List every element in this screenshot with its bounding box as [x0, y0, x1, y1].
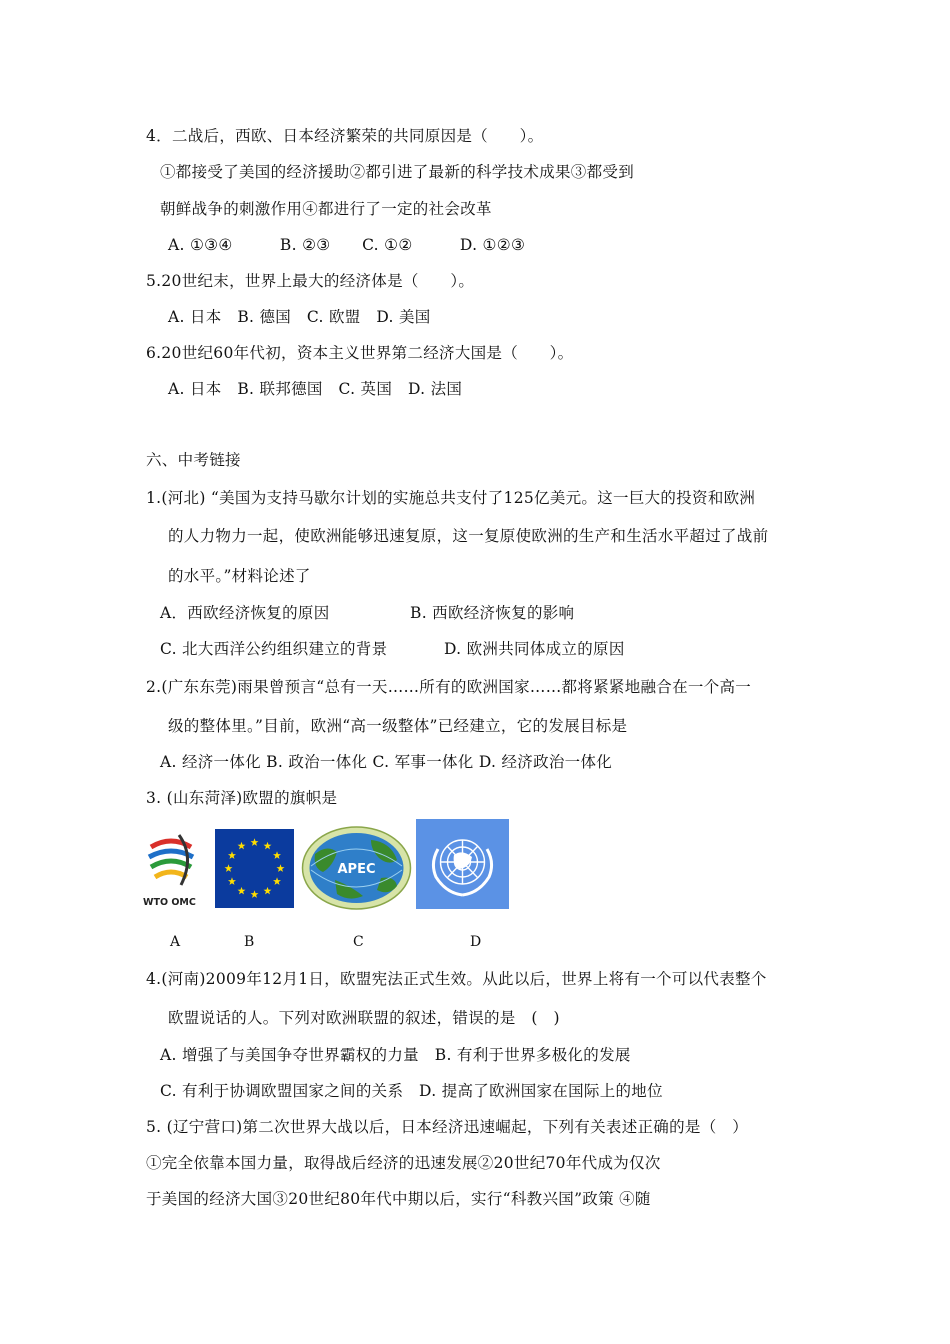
q6-stem: 6.20世纪60年代初，资本主义世界第二经济大国是（ ）。 [146, 344, 574, 362]
apec-logo-text: APEC [337, 862, 376, 877]
eu-star-icon [228, 877, 236, 885]
s6-q1-option-d: D. 欧洲共同体成立的原因 [444, 640, 625, 658]
option-label-c: C [353, 934, 364, 950]
section-heading: 六、中考链接 [146, 451, 241, 469]
q4-stem: 4．二战后，西欧、日本经济繁荣的共同原因是（ ）。 [146, 127, 544, 145]
eu-star-icon [273, 877, 281, 885]
eu-star-icon [264, 887, 272, 895]
eu-star-icon [251, 890, 259, 898]
eu-stars-icon [215, 829, 294, 908]
q5-stem: 5.20世纪末，世界上最大的经济体是（ ）。 [146, 272, 475, 290]
eu-star-icon [225, 864, 233, 872]
s6-q4-line2: 欧盟说话的人。下列对欧洲联盟的叙述，错误的是 ( ) [168, 1009, 560, 1027]
option-label-a: A [170, 934, 181, 950]
s6-q5-line2: ①完全依靠本国力量，取得战后经济的迅速发展②20世纪70年代成为仅次 [146, 1154, 661, 1172]
s6-q3-stem: 3. (山东菏泽)欧盟的旗帜是 [146, 789, 338, 807]
un-emblem-icon [416, 819, 509, 909]
s6-q4-line1: 4.(河南)2009年12月1日，欧盟宪法正式生效。从此以后，世界上将有一个可以代表整个 [146, 970, 767, 988]
q6-options: A. 日本 B. 联邦德国 C. 英国 D. 法国 [168, 380, 463, 398]
q5-options: A. 日本 B. 德国 C. 欧盟 D. 美国 [168, 308, 431, 326]
s6-q1-line1: 1.(河北) “美国为支持马歇尔计划的实施总共支付了125亿美元。这一巨大的投资和欧洲 [146, 489, 756, 507]
eu-star-icon [251, 838, 259, 846]
eu-star-icon [277, 864, 285, 872]
eu-star-icon [264, 842, 272, 850]
s6-q1-line3: 的水平。”材料论述了 [168, 567, 311, 585]
apec-globe-icon [301, 826, 412, 910]
un-flag [416, 819, 509, 909]
s6-q1-option-b: B. 西欧经济恢复的影响 [410, 604, 575, 622]
s6-q2-line1: 2.(广东东莞)雨果曾预言“总有一天……所有的欧洲国家……都将紧紧地融合在一个高一 [146, 678, 752, 696]
wto-logo-icon [141, 827, 209, 909]
s6-q2-options: A. 经济一体化 B. 政治一体化 C. 军事一体化 D. 经济政治一体化 [160, 753, 613, 771]
q4-options: A. ①③④ B. ②③ C. ①② D. ①②③ [168, 236, 526, 254]
wto-logo-text: WTO OMC [143, 897, 196, 908]
s6-q5-line1: 5. (辽宁营口)第二次世界大战以后，日本经济迅速崛起，下列有关表述正确的是（ ） [146, 1118, 749, 1136]
s6-q1-option-c: C. 北大西洋公约组织建立的背景 [160, 640, 388, 658]
option-label-d: D [470, 934, 482, 950]
s6-q1-option-a: A．西欧经济恢复的原因 [160, 604, 330, 622]
q4-statements-line1: ①都接受了美国的经济援助②都引进了最新的科学技术成果③都受到 [160, 163, 635, 181]
option-label-b: B [244, 934, 255, 950]
eu-star-icon [238, 842, 246, 850]
s6-q2-line2: 级的整体里。”目前，欧洲“高一级整体”已经建立，它的发展目标是 [168, 717, 628, 735]
s6-q4-options-ab: A. 增强了与美国争夺世界霸权的力量 B. 有利于世界多极化的发展 [160, 1046, 631, 1064]
q4-statements-line2: 朝鲜战争的刺激作用④都进行了一定的社会改革 [160, 200, 492, 218]
eu-star-icon [273, 851, 281, 859]
s6-q4-options-cd: C. 有利于协调欧盟国家之间的关系 D. 提高了欧洲国家在国际上的地位 [160, 1082, 663, 1100]
s6-q5-line3: 于美国的经济大国③20世纪80年代中期以后，实行“科教兴国”政策 ④随 [146, 1190, 651, 1208]
eu-star-icon [228, 851, 236, 859]
eu-flag [215, 829, 294, 908]
eu-star-icon [238, 887, 246, 895]
s6-q1-line2: 的人力物力一起，使欧洲能够迅速复原，这一复原使欧洲的生产和生活水平超过了战前 [168, 527, 769, 545]
apec-logo [301, 826, 412, 910]
wto-logo [141, 827, 209, 909]
